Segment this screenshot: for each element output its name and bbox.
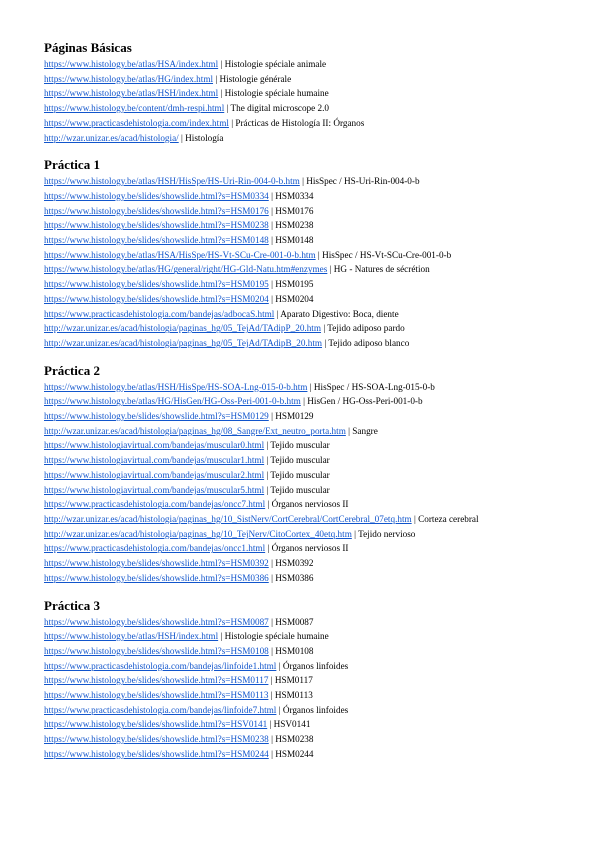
separator: | (271, 190, 273, 201)
link-description: HSM0087 (275, 616, 314, 627)
url-link[interactable]: https://www.histologiavirtual.com/bandejas/muscular0.html (44, 440, 265, 451)
link-description: HisSpec / HS-Vt-SCu-Cre-001-0-b (322, 249, 452, 260)
link-description: The digital microscope 2.0 (230, 103, 330, 114)
separator: | (323, 323, 326, 334)
link-line (44, 86, 594, 101)
link-line (44, 438, 594, 453)
link-description: Tejido adiposo pardo (327, 323, 405, 334)
separator: | (271, 293, 273, 304)
separator: | (271, 411, 273, 422)
separator: | (324, 337, 327, 348)
url-link[interactable]: https://www.histology.be/slides/showslide.html?s=HSM0117 (44, 675, 269, 686)
link-description: Tejido muscular (270, 484, 330, 495)
link-line (44, 394, 594, 409)
separator: | (278, 660, 281, 671)
link-line (44, 541, 594, 556)
link-line (44, 262, 594, 277)
link-line (44, 615, 594, 630)
link-line (44, 189, 594, 204)
link-description: HSM0148 (275, 235, 314, 246)
url-link[interactable]: https://www.histology.be/atlas/HG/general/right/HG-Gld-Natu.htm#enzymes (44, 264, 328, 275)
link-line (44, 483, 594, 498)
url-link[interactable]: https://www.histology.be/slides/showslide.html?s=HSM0087 (44, 616, 269, 627)
link-description: HisGen / HG-Oss-Peri-001-0-b (307, 396, 423, 407)
url-link[interactable]: https://www.histologiavirtual.com/bandejas/muscular2.html (44, 469, 265, 480)
separator: | (271, 572, 273, 583)
separator: | (303, 396, 305, 407)
url-link[interactable]: https://www.histology.be/slides/showslide.html?s=HSM0113 (44, 690, 269, 701)
link-line (44, 336, 594, 351)
link-description: Órganos nerviosos II (271, 499, 349, 510)
link-description: Órganos linfoides (282, 704, 349, 715)
separator: | (220, 88, 223, 99)
link-description: Histología (185, 132, 224, 143)
url-link[interactable]: https://www.histology.be/atlas/HG/index.html (44, 73, 214, 84)
link-description: HSM0238 (275, 220, 314, 231)
section-3 (44, 363, 594, 586)
link-description: Histologie générale (219, 73, 292, 84)
link-line (44, 218, 594, 233)
separator: | (271, 205, 273, 216)
separator: | (270, 675, 273, 686)
link-line (44, 688, 594, 703)
link-line (44, 116, 594, 131)
separator: | (267, 543, 270, 554)
link-description: HSM0386 (275, 572, 314, 583)
separator: | (267, 499, 270, 510)
section-title: Práctica 3 (44, 597, 100, 613)
url-link[interactable]: https://www.histology.be/slides/showslide.html?s=HSM0334 (44, 190, 269, 201)
section-1 (44, 40, 594, 145)
separator: | (271, 220, 273, 231)
separator: | (271, 279, 273, 290)
link-line (44, 233, 594, 248)
url-link[interactable]: https://www.histology.be/slides/showslide.html?s=HSM0244 (44, 748, 269, 759)
link-line (44, 644, 594, 659)
link-line (44, 659, 594, 674)
url-link[interactable]: https://www.histology.be/atlas/HSA/index.html (44, 59, 219, 69)
link-description: Tejido muscular (270, 455, 330, 466)
link-line (44, 717, 594, 732)
url-link[interactable]: https://www.histology.be/content/dmh-respi.html (44, 103, 225, 114)
link-line (44, 292, 594, 307)
link-description: Histologie spéciale humaine (224, 631, 329, 642)
url-link[interactable]: https://www.histology.be/slides/showslide.html?s=HSM0108 (44, 645, 269, 656)
link-description: HisSpec / HS-Uri-Rin-004-0-b (306, 176, 420, 187)
link-line (44, 101, 594, 116)
url-link[interactable]: https://www.practicasdehistologia.com/bandejas/oncc7.html (44, 499, 266, 510)
url-link[interactable]: https://www.histology.be/slides/showslide.html?s=HSM0129 (44, 411, 269, 422)
link-description: Histologie spéciale animale (224, 59, 327, 69)
separator: | (215, 73, 218, 84)
url-link[interactable]: https://www.practicasdehistologia.com/bandejas/linfoide7.html (44, 704, 277, 715)
url-link[interactable]: http://wzar.unizar.es/acad/histologia/paginas_hg/08_Sangre/Ext_neutro_porta.htm (44, 425, 346, 436)
link-description: HSM0108 (275, 645, 314, 656)
separator: | (220, 59, 223, 69)
link-description: HSM0129 (275, 411, 314, 422)
separator: | (271, 235, 273, 246)
link-line (44, 72, 594, 87)
url-link[interactable]: https://www.histology.be/atlas/HG/HisGen/HG-Oss-Peri-001-0-b.htm (44, 396, 301, 407)
separator: | (271, 748, 273, 759)
link-description: HSM0244 (275, 748, 314, 759)
url-link[interactable]: http://wzar.unizar.es/acad/histologia/ (44, 132, 179, 143)
separator: | (266, 440, 269, 451)
link-description: HSM0113 (274, 690, 313, 701)
link-line (44, 732, 594, 747)
separator: | (354, 528, 356, 539)
url-link[interactable]: https://www.histology.be/atlas/HSH/index.html (44, 631, 219, 642)
separator: | (231, 117, 234, 128)
separator: | (269, 719, 272, 730)
separator: | (278, 704, 281, 715)
link-description: HSM0238 (275, 734, 314, 745)
separator: | (181, 132, 183, 143)
link-description: Órganos nerviosos II (271, 543, 349, 554)
url-link[interactable]: https://www.histology.be/slides/showslide.html?s=HSM0386 (44, 572, 269, 583)
link-line (44, 204, 594, 219)
link-line (44, 703, 594, 718)
url-link[interactable]: http://wzar.unizar.es/acad/histologia/paginas_hg/10_SistNerv/CortCerebral/CortCerebral_07etq.htm (44, 513, 412, 524)
link-line (44, 174, 594, 189)
separator: | (266, 469, 269, 480)
link-line (44, 673, 594, 688)
url-link[interactable]: http://wzar.unizar.es/acad/histologia/paginas_hg/05_TejAd/TAdipP_20.htm (44, 323, 322, 334)
link-description: Tejido nervioso (358, 528, 416, 539)
separator: | (413, 513, 416, 524)
separator: | (270, 690, 273, 701)
separator: | (317, 249, 320, 260)
link-description: HSM0392 (275, 558, 314, 569)
link-line (44, 527, 594, 542)
link-line (44, 57, 594, 72)
url-link[interactable]: http://wzar.unizar.es/acad/histologia/paginas_hg/05_TejAd/TAdipB_20.htm (44, 337, 323, 348)
url-link[interactable]: http://wzar.unizar.es/acad/histologia/paginas_hg/10_TejNerv/CitoCortex_40etq.htm (44, 528, 352, 539)
link-line (44, 556, 594, 571)
document-body (44, 40, 594, 774)
url-link[interactable]: https://www.histology.be/atlas/HSH/HisSpe/HS-Uri-Rin-004-0-b.htm (44, 176, 300, 187)
section-title: Práctica 2 (44, 362, 100, 378)
link-description: Corteza cerebral (418, 513, 479, 524)
link-line (44, 747, 594, 762)
separator: | (309, 381, 312, 392)
link-line (44, 571, 594, 586)
link-description: Tejido muscular (270, 469, 330, 480)
link-description: HSM0195 (275, 279, 314, 290)
link-description: Histologie spéciale humaine (224, 88, 329, 99)
url-link[interactable]: https://www.practicasdehistologia.com/index.html (44, 117, 229, 128)
url-link[interactable]: https://www.histology.be/atlas/HSA/HisSpe/HS-Vt-SCu-Cre-001-0-b.htm (44, 249, 316, 260)
url-link[interactable]: https://www.histology.be/slides/showslide.html?s=HSV0141 (44, 719, 268, 730)
url-link[interactable]: https://www.histology.be/atlas/HSH/index.html (44, 88, 219, 99)
separator: | (266, 484, 269, 495)
link-line (44, 380, 594, 395)
separator: | (271, 645, 273, 656)
link-line (44, 131, 594, 146)
link-line (44, 321, 594, 336)
section-title: Páginas Básicas (44, 40, 132, 55)
separator: | (220, 631, 223, 642)
url-link[interactable]: https://www.histology.be/slides/showslide.html?s=HSM0195 (44, 279, 269, 290)
link-description: HSM0176 (275, 205, 314, 216)
link-line (44, 424, 594, 439)
separator: | (266, 455, 269, 466)
link-description: HSM0204 (275, 293, 314, 304)
link-line (44, 307, 594, 322)
link-line (44, 468, 594, 483)
link-description: HSM0334 (275, 190, 314, 201)
link-description: Tejido adiposo blanco (328, 337, 410, 348)
link-line (44, 629, 594, 644)
url-link[interactable]: https://www.histology.be/slides/showslide.html?s=HSM0238 (44, 220, 269, 231)
link-description: HG - Natures de sécrétion (333, 264, 430, 275)
link-description: Prácticas de Histología II: Órganos (235, 117, 365, 128)
url-link[interactable]: https://www.histologiavirtual.com/bandejas/muscular1.html (44, 455, 265, 466)
link-description: HSM0117 (274, 675, 313, 686)
link-description: Aparato Digestivo: Boca, diente (280, 308, 399, 319)
link-description: Órganos linfoides (282, 660, 349, 671)
url-link[interactable]: https://www.histology.be/slides/showslide.html?s=HSM0238 (44, 734, 269, 745)
separator: | (226, 103, 229, 114)
separator: | (271, 616, 273, 627)
separator: | (271, 734, 273, 745)
url-link[interactable]: https://www.practicasdehistologia.com/bandejas/oncc1.html (44, 543, 266, 554)
url-link[interactable]: https://www.histology.be/slides/showslide.html?s=HSM0176 (44, 205, 269, 216)
link-line (44, 248, 594, 263)
url-link[interactable]: https://www.histologiavirtual.com/bandejas/muscular5.html (44, 484, 265, 495)
link-description: Tejido muscular (270, 440, 330, 451)
link-description: Sangre (352, 425, 378, 436)
url-link[interactable]: https://www.practicasdehistologia.com/bandejas/linfoide1.html (44, 660, 277, 671)
section-4 (44, 598, 594, 762)
link-line (44, 277, 594, 292)
link-description: HisSpec / HS-SOA-Lng-015-0-b (313, 381, 435, 392)
separator: | (348, 425, 350, 436)
link-line (44, 409, 594, 424)
section-title: Práctica 1 (44, 157, 100, 173)
link-line (44, 497, 594, 512)
separator: | (329, 264, 332, 275)
url-link[interactable]: https://www.histology.be/slides/showslide.html?s=HSM0148 (44, 235, 269, 246)
separator: | (271, 558, 273, 569)
url-link[interactable]: https://www.histology.be/atlas/HSH/HisSpe/HS-SOA-Lng-015-0-b.htm (44, 381, 308, 392)
link-line (44, 453, 594, 468)
url-link[interactable]: https://www.histology.be/slides/showslide.html?s=HSM0392 (44, 558, 269, 569)
separator: | (302, 176, 304, 187)
link-line (44, 512, 594, 527)
url-link[interactable]: https://www.practicasdehistologia.com/bandejas/adbocaS.html (44, 308, 275, 319)
section-2 (44, 157, 594, 350)
link-description: HSV0141 (273, 719, 311, 730)
url-link[interactable]: https://www.histology.be/slides/showslide.html?s=HSM0204 (44, 293, 269, 304)
separator: | (276, 308, 279, 319)
